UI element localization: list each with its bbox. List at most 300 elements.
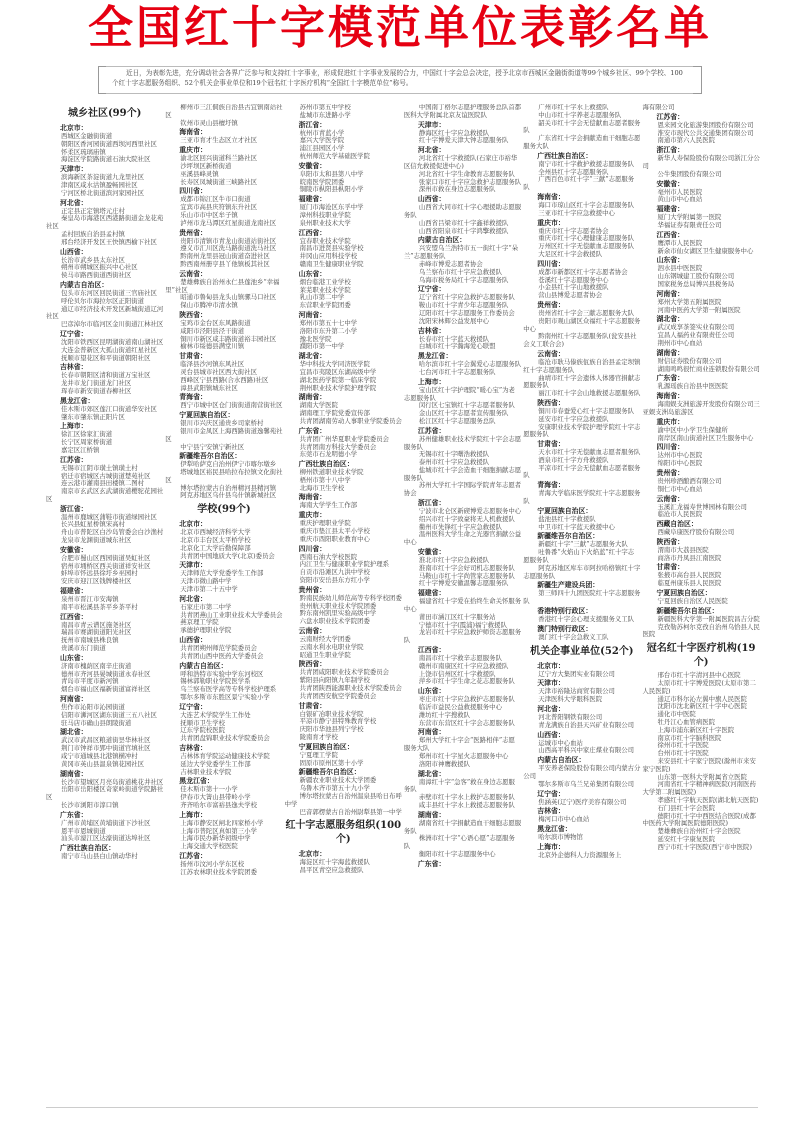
list-item: 洛阳市东升第二小学 <box>299 326 358 335</box>
list-item: 延边大学党委学生工作部 <box>180 759 251 768</box>
list-item: 钦州市灵山县檀圩镇 <box>180 118 238 127</box>
list-item: 信阳市浉河区湖东街道三五八社区 <box>61 710 157 719</box>
region-heading: 辽宁省： <box>60 329 88 338</box>
list-item: 泗水县中医医院 <box>657 264 703 273</box>
list-item: 佳木斯市郊区莲江口街道华安社区 <box>61 404 157 413</box>
list-item: 承德护理职业学院 <box>180 626 232 635</box>
list-item: 吉林体育学院运动健康技术学院 <box>180 752 270 761</box>
list-item: 青海大学临床医学院红十字志愿服务队 <box>523 489 641 506</box>
list-item: 公牛集团股份有限公司 <box>657 169 722 178</box>
list-item: 上海市静安区闸北四家桥小学 <box>180 818 264 827</box>
section-title: 城乡社区(99个) <box>67 108 142 119</box>
list-item: 宁夏理工学院 <box>299 750 338 759</box>
list-item: 乌兰察布医学高等专科学校护理系 <box>180 685 277 694</box>
region-heading: 海南省： <box>179 128 207 137</box>
region-heading: 山东省： <box>417 687 446 696</box>
list-item: 北京化工大学后勤保障部 <box>180 543 251 552</box>
list-item: 南京市玄武区玄武湖街道樱驼花园社区 <box>46 487 164 503</box>
region-heading: 河北省： <box>60 198 88 207</box>
list-item: 无锡市江阴市璜土镇璜土村 <box>61 463 138 472</box>
list-item: 国家税务总局博兴县税务局 <box>657 279 735 288</box>
list-item: 宿州市埇桥区西关街道祥安社区 <box>61 561 151 570</box>
list-item: 澳门红十字会急救义工队 <box>538 632 609 641</box>
list-item: 湖北医药学院第一临床学院 <box>299 375 377 384</box>
list-item: 武汉成享茶签实业有限公司 <box>657 323 735 332</box>
list-item: 杭州市青蓝小学 <box>299 128 345 137</box>
list-item: 锡林郭勒职业学院医学系 <box>180 677 251 686</box>
list-item: 广西百色市红十字“三献”志愿服务队 <box>523 175 635 192</box>
region-heading: 香港特别行政区： <box>537 607 593 616</box>
region-heading: 河南省： <box>656 289 685 298</box>
list-item: 辽宁省红十字应急救护志愿服务队 <box>418 293 515 302</box>
region-heading: 江苏省： <box>179 851 207 860</box>
region-heading: 广东省： <box>417 859 446 868</box>
list-item: 青岛市平度市新河镇 <box>61 677 119 686</box>
region-heading: 宁夏回族自治区： <box>537 506 593 515</box>
region-heading: 江苏省： <box>417 426 446 435</box>
list-item: 天津医科大学眼科医院 <box>538 695 603 704</box>
region-heading: 浙江省： <box>656 146 685 155</box>
region-heading: 新疆维吾尔自治区： <box>537 532 600 541</box>
list-item: 南岸区南山街道社区卫生服务中心 <box>657 433 754 442</box>
region-heading: 广西壮族自治区： <box>60 844 116 853</box>
list-item: 昭通市鲁甸县龙头山镇骡马口社区 <box>180 293 277 302</box>
list-item: 酒泉市红十字方舟救援队 <box>538 455 609 464</box>
list-item: 巴音郭楞蒙古自治州尉犁县第一中学 <box>299 807 402 816</box>
list-item: 第三师四十九团医院红十字志愿服务队 <box>523 589 641 606</box>
list-item: 白银矿冶职业技术学院 <box>299 709 364 718</box>
region-heading: 海南省： <box>656 392 685 401</box>
list-item: 乌鲁木齐市第五十九小学 <box>299 784 370 793</box>
region-heading: 陕西省： <box>656 537 685 546</box>
region-heading: 福建省： <box>656 205 685 214</box>
list-item: 龙泉市龙渊街道城东社区 <box>61 536 132 545</box>
list-item: 漳县武阳镇城东社区 <box>180 383 238 392</box>
region-heading: 甘肃省： <box>537 440 565 449</box>
region-heading: 新疆维吾尔自治区： <box>179 452 242 461</box>
list-item: 河南中医药大学第一附属医院 <box>657 305 741 314</box>
list-item: 舟山市普陀区白沙岛管委会白沙渔村 <box>61 528 164 537</box>
list-item: 三亚市红十字应急救援中心 <box>538 208 615 217</box>
region-heading: 湖南省： <box>60 769 88 778</box>
list-column <box>165 104 284 1104</box>
list-item: 塔城地区裕民县哈拉布拉镇文化街社区 <box>165 468 283 484</box>
region-heading: 四川省： <box>656 443 685 452</box>
list-item: 西城区金融街街道 <box>61 132 113 140</box>
list-item: 瑞昌市赛湖街道阳光社区 <box>61 628 132 637</box>
list-item: 西峰区宁县西路(合水西路)社区 <box>180 375 269 384</box>
list-item: 兴安盟乌兰浩特市五一街红十字“朵兰”志愿服务队 <box>403 244 519 261</box>
list-item: 南昌市进贤县实验学校 <box>299 244 364 253</box>
list-item: 鄂尔多斯市东胜区景宁实验小学 <box>180 693 270 702</box>
list-item: 焦涵英(辽宁)医疗美容有限公司 <box>538 797 627 806</box>
list-item: 秦皇岛市海港区西港路街道金龙花苑社区 <box>46 214 164 231</box>
region-heading: 上海市： <box>537 843 565 851</box>
list-item: 郑州大学第五附属医院 <box>657 297 722 306</box>
region-heading: 云南省： <box>179 269 207 278</box>
list-item: 泸州市龙马潭区红星街道龙南社区 <box>180 218 277 227</box>
list-item: 静海区红十字应急救援队 <box>418 128 490 137</box>
list-item: 阿克苏地区乌什县乌什镇新城社区 <box>180 491 277 500</box>
list-item: 苏州大学红十字国际学院青年志愿者协会 <box>403 481 522 498</box>
list-item: 共青团盘锦职业技术学院委员会 <box>180 734 270 743</box>
list-item: 泉州职业技术大学 <box>299 218 351 227</box>
list-item: 红十字博爱天津大钟志愿服务队 <box>418 136 509 145</box>
list-item: 大足区红十字会救援队 <box>538 249 603 258</box>
list-item: 新疆医科大学第一附属医院昌吉分院 <box>657 614 760 623</box>
list-item: 湖南理工学院党委宣传部 <box>299 409 370 418</box>
list-item: 吉林职业技术学院 <box>180 767 232 776</box>
list-item: 宝鸡市金台区东风路街道 <box>180 318 251 327</box>
region-heading: 广东省： <box>60 810 88 819</box>
list-item: 山西省吕梁市红十字鑫祥救援队 <box>418 218 509 227</box>
intro-box <box>98 62 702 96</box>
list-item: 焦作市沁阳市沁园街道 <box>61 703 125 712</box>
list-item: 德阳市红十字中西医结合医院(成都中医药大学附属医院德阳医院) <box>642 811 756 828</box>
list-item: 咸阳市泾阳县泾干街道 <box>180 326 245 335</box>
list-item: 渝北区回兴街道科兰路社区 <box>180 154 257 163</box>
list-item: 漳州科技职业学院 <box>299 210 351 219</box>
list-item: 松江区红十字志愿服务总队 <box>418 416 496 425</box>
list-item: 朝阳区香河园街道西坝河西里社区 <box>61 139 157 148</box>
region-heading: 浙江省： <box>60 504 88 513</box>
list-item: 东营市东营区红十字会志愿服务队 <box>418 718 515 727</box>
list-item: 井冈山应用科技学校 <box>299 252 358 261</box>
list-item: 六盘水职业技术学院团委 <box>299 617 370 626</box>
list-item: 烟台市福山区福新街道富祥社区 <box>61 685 151 694</box>
list-item: 重庆市红十字心理健康志愿服务队 <box>538 234 635 243</box>
intro-bottom-rule <box>106 93 694 94</box>
list-item: 赤峰市博爱志愿者协会 <box>418 259 483 268</box>
list-item: 杭州师范大学基础医学院 <box>299 151 370 160</box>
list-item: 柳州铁道职业技术学院 <box>299 468 364 477</box>
list-item: 辽东学院校医院 <box>180 726 226 735</box>
region-heading: 贵州省： <box>179 228 207 237</box>
list-item: 沈阳宋林辉公益发展中心 <box>418 316 490 325</box>
list-item: 山西省阳泉市红十字鸿擎救援队 <box>418 226 509 235</box>
region-heading: 陕西省： <box>179 310 207 319</box>
list-item: 湖南省红十字捐献造血干细胞志愿服务队 <box>403 818 522 835</box>
region-heading: 湖南省： <box>298 393 327 402</box>
list-item: 曲靖市红十字会遗体人体器官捐献志愿服务队 <box>523 373 641 390</box>
list-item: 渝中区中小学卫生保健所 <box>657 425 728 434</box>
region-heading: 湖南省： <box>417 810 446 819</box>
list-item: 成都市锦江区牛市口街道 <box>180 195 251 204</box>
list-item: 山东钢城建工股份有限公司 <box>657 272 735 281</box>
list-item: 渭南市大荔县医院 <box>657 545 709 554</box>
list-item: 宁德市红十字(霞浦)福宁救援队 <box>418 620 507 629</box>
list-item: 共青团南方科技大学委员会 <box>299 442 377 451</box>
list-item: 贵阳市清镇市青龙山街道站街社区 <box>180 236 277 245</box>
list-column <box>46 104 165 1104</box>
list-item: 哈尔滨市红十字会翼爱心志愿服务队 <box>418 360 522 369</box>
region-heading: 湖南省： <box>656 348 685 357</box>
list-item: 长治市武乡县太东社区 <box>61 255 125 264</box>
list-item: 共青团湖南劳动人事职业学院委员会 <box>299 416 402 425</box>
region-heading: 吉林省： <box>537 807 565 816</box>
list-item: 七台河市红十字志愿服务队 <box>418 367 496 376</box>
list-item: 云南水利水电职业学院 <box>299 642 364 651</box>
list-item-continuation: 海有限公司 <box>642 104 675 111</box>
region-heading: 澳门特别行政区： <box>537 624 593 633</box>
list-item: 大连艺术学院学生工作处 <box>180 710 251 719</box>
list-item: 滨海新区茶淀街道九龙里社区 <box>61 173 145 182</box>
region-heading: 福建省： <box>298 195 327 204</box>
list-item: 重庆市垫江县太平小学校 <box>299 527 370 536</box>
list-item: 吐鲁番“火焰山下火焰蓝”红十字志愿服务队 <box>523 548 635 565</box>
region-heading: 江西省： <box>60 612 88 621</box>
region-heading: 黑龙江省： <box>537 825 572 834</box>
list-item: 贵溪市东门街道 <box>61 644 106 653</box>
list-item: 青龙满族自治县天兴矿业有限公司 <box>538 720 635 729</box>
list-item: 牡丹江心血管病医院 <box>657 718 715 727</box>
list-item: 德州市齐河县晏城街道永春社区 <box>61 669 151 678</box>
list-item: 肇东市肇东镇正阳片区 <box>61 412 125 421</box>
region-heading: 北京市： <box>298 850 327 859</box>
list-item: 西宁市红十字医院(西宁市中医院) <box>657 842 752 851</box>
list-column <box>523 104 642 1104</box>
list-item: 共青团咸阳职业技术学院委员会 <box>299 668 390 677</box>
region-heading: 黑龙江省： <box>60 396 95 405</box>
list-item: 黔南州龙里县冠山街道奋进社区 <box>180 252 270 261</box>
list-item: 盐城市东进路小学 <box>299 110 351 119</box>
region-heading: 江苏省： <box>60 455 88 464</box>
region-heading: 安徽省： <box>60 545 88 554</box>
list-item: 陇南育才学校 <box>299 733 338 742</box>
list-item: 皖南医学院团委 <box>299 177 345 186</box>
list-item: 南昌市青云谱区施尧社区 <box>61 620 132 629</box>
list-item: 安庆市迎江区钱牌楼社区 <box>61 577 132 586</box>
region-heading: 宁夏回族自治区： <box>656 589 712 598</box>
list-item: 烟台临港工业学校 <box>299 277 351 286</box>
list-item: 扬州市汶河小学东区校 <box>180 859 245 868</box>
list-item: 合肥市蜀山区西园街道吴虹社区 <box>61 553 151 562</box>
list-item: 怀柔区琉璃庙镇 <box>61 147 106 156</box>
list-item: 莱芜职业技术学院 <box>299 285 351 294</box>
list-item: 中卫市红十字蓝天救援中心 <box>538 522 615 531</box>
list-item: 伊犁哈萨克自治州伊宁市喀尔墩乡 <box>180 460 277 469</box>
list-item: 鄂尔多斯市乌兰兄弟集团有限公司 <box>538 779 635 788</box>
list-item: 长沙市浏阳市淳口镇 <box>61 801 119 809</box>
list-item: 昭通卫生职业学院 <box>299 650 351 659</box>
list-item: 广东省红十字会捐献造血干细胞志愿服务大队 <box>523 134 641 150</box>
list-item: 莆田市涵江区红十字服务站 <box>418 612 496 621</box>
list-item: 北京外企德科人力资源服务上 <box>538 851 622 859</box>
list-item: 长春市朝阳区清和街道万宝社区 <box>61 371 151 380</box>
list-item: 银川市兴庆区通贵乡司家桥村 <box>180 419 264 428</box>
list-item: 苏州健雄职业技术学院红十字会志愿服务队 <box>403 434 522 451</box>
list-item: 长春市红十字蓝天救援队 <box>418 334 490 343</box>
list-item: 玉溪汇龙福寿世博园林有限公司 <box>657 502 747 511</box>
region-heading: 广西壮族自治区： <box>537 151 593 160</box>
region-heading: 新疆维吾尔自治区： <box>656 606 719 615</box>
list-item: 黔东南州凯里实验高级中学 <box>299 609 377 618</box>
list-item: 海淀区红十字海蓝救援队 <box>299 858 370 867</box>
list-item: 江苏农林职业技术学院团委 <box>180 867 257 876</box>
list-item: 潍坊红十字搜救队 <box>418 710 471 719</box>
list-item: 通辽市科尔沁左翼中旗人民医院 <box>657 694 747 703</box>
list-item: 抚顺市卫生学校 <box>180 718 226 727</box>
list-item: 南宁市红十字救护救援志愿服务队 <box>538 159 635 168</box>
list-item: 保山市腾冲市清水镇 <box>180 301 238 310</box>
list-item: 侯马市路西街道西街社区 <box>61 271 132 280</box>
list-item: 驻马店市确山县朗陵街道 <box>61 718 132 727</box>
list-item: 上饶市信州区红十字救援队 <box>418 669 496 678</box>
list-item: 辽宁方大集团实业有限公司 <box>538 669 615 678</box>
region-heading: 上海市： <box>60 422 88 431</box>
list-item: 中国南丁格尔志愿护理服务总队首都医科大学附属北京友谊医院队 <box>403 104 522 119</box>
list-item: 恩平市恩城街道 <box>61 826 106 835</box>
list-item: 北京市西城经济科学大学 <box>180 528 251 537</box>
list-item: 金山区红十字志愿者宣传服务队 <box>418 409 509 418</box>
region-heading: 湖北省： <box>656 315 685 324</box>
list-item: 资阳市安岳县东方红小学 <box>299 576 370 585</box>
region-heading: 上海市： <box>417 377 446 386</box>
list-item: 邢台市红十字清河县中心医院 <box>657 671 741 680</box>
region-heading: 陕西省： <box>298 660 327 669</box>
region-heading: 甘肃省： <box>298 701 327 710</box>
list-item: 中山市红十字养老志愿服务队 <box>538 110 622 119</box>
list-item: 河南省红十字精神病医院(河南医药大学第二附属医院) <box>642 780 756 797</box>
list-item: 宁夏回族自治区人民医院 <box>657 597 728 606</box>
region-heading: 甘肃省： <box>179 352 207 361</box>
list-item: 通辽市经济技术开发区新城街道辽河社区 <box>46 304 164 321</box>
list-item: 沈阳市沈北新区红十字中心医院 <box>657 702 747 711</box>
list-item: 丽江市红十字会山地救援志愿服务队 <box>538 389 641 398</box>
list-item: 小金县红十字山地救援队 <box>538 283 609 292</box>
region-heading: 山西省： <box>537 730 565 739</box>
region-heading: 宁夏回族自治区： <box>179 411 235 420</box>
list-item: 平凉市静宁县特殊教育学校 <box>299 717 377 726</box>
list-item: 新余市仙女湖区卫生健康服务中心 <box>657 246 754 255</box>
list-item: 广州市黄埔区黄埔街道下沙社区 <box>61 818 151 827</box>
region-heading: 新疆维吾尔自治区： <box>298 768 361 777</box>
region-heading: 江苏省： <box>656 112 685 121</box>
list-columns <box>46 104 762 1104</box>
region-heading: 北京市： <box>537 661 565 670</box>
list-item: 厦门市海沧区东孚中学 <box>299 203 364 212</box>
region-heading: 辽宁省： <box>417 285 446 294</box>
list-item: 海淀区学院路街道石油大院社区 <box>61 155 151 164</box>
region-heading: 四川省： <box>537 259 565 268</box>
list-item: 淮南市红十字会好司机志愿服务队 <box>418 563 515 572</box>
list-item: 红十字博爱安徽温馨志愿服务队 <box>418 579 509 588</box>
list-item: 郑州市第五十七中学 <box>299 318 358 327</box>
region-heading: 江西省： <box>298 228 327 237</box>
region-heading: 山东省： <box>60 653 88 662</box>
region-heading: 四川省： <box>298 544 327 553</box>
region-heading: 云南省： <box>656 494 685 503</box>
region-heading: 西藏自治区： <box>656 520 698 529</box>
region-heading: 内蒙古自治区： <box>417 236 467 245</box>
intro-top-rule <box>106 66 694 67</box>
list-item: 岳阳市岳阳楼区奇家岭街道学院路社区 <box>46 785 164 802</box>
region-heading: 湖北省： <box>417 769 446 778</box>
list-item: 佳木斯市第十一小学 <box>180 785 238 794</box>
list-column <box>404 104 523 1104</box>
list-item: 汕头市濠江区达濠街道达埠社区 <box>61 834 151 843</box>
region-heading: 内蒙古自治区： <box>60 280 109 289</box>
list-item: 山东第一医科大学附属省立医院 <box>657 772 747 781</box>
section-title: 红十字志愿服务组织(100个) <box>285 820 402 846</box>
list-item: 马鞍山市红十字尚管家志愿服务队 <box>418 571 515 580</box>
list-item: 天津师范大学党委学生工作部 <box>180 569 264 578</box>
region-heading: 贵州省： <box>537 300 565 309</box>
list-item: 宿迁市宿城区古城街道楚苑社区 <box>61 471 151 480</box>
list-item: 张掖市高台县人民医院 <box>657 571 722 580</box>
list-item: 三亚市育才生态区立才社区 <box>180 136 257 145</box>
list-item: 衡阳市红十字志愿服务中心 <box>418 849 496 858</box>
list-item: 湖南大学医院 <box>299 401 338 410</box>
list-item: 淮安市现代公共交通集团有限公司 <box>657 128 754 137</box>
region-heading: 陕西省： <box>537 398 565 407</box>
list-item: 巴彦淖尔市临河区金川街道江林社区 <box>61 320 164 329</box>
list-item: 南漳红十字“急客”救在身边志愿服务队 <box>403 777 515 794</box>
list-item: 枣庄市红十字应急救护志愿服务队 <box>418 695 515 704</box>
list-item: 运城市中心血站 <box>538 738 583 747</box>
list-item: 沙坪坝区新桥街道 <box>180 161 232 170</box>
list-item: 长兴县虹星桥镇宋高村 <box>61 520 125 529</box>
region-heading: 黑龙江省： <box>179 777 214 786</box>
list-item: 平凉市红十字会无偿献血志愿者服务队 <box>523 463 641 480</box>
list-item: 南宁市马山县白山镇动华村 <box>61 852 138 861</box>
list-item: 南京市红十字脑科医院 <box>657 733 722 742</box>
list-item: 宜昌人福药业有限责任公司 <box>657 331 735 340</box>
section-title: 机关企事业单位(52个) <box>530 645 634 657</box>
list-item: 贵州珍酒酿酒有限公司 <box>657 476 722 485</box>
list-item: 正定县正定镇塔元庄村 <box>61 206 125 215</box>
list-item: 荆州职业技术学院护理学院 <box>299 383 377 392</box>
list-item: 楚雄彝族自治州永仁县莲池乡“幸福里”社区 <box>165 277 280 294</box>
list-item: 咸宁市通城县北港镇横冲村 <box>61 752 138 761</box>
list-item: 鹰潭市人民医院 <box>657 238 703 247</box>
list-item: 共青团中国地质大学(北京)委员会 <box>180 551 275 560</box>
list-column <box>285 104 404 1104</box>
list-item: 齐齐哈尔市富裕县逸夫学校 <box>180 801 257 809</box>
region-heading: 北京市： <box>60 124 88 132</box>
list-item: 石家庄市第二中学 <box>180 602 232 611</box>
list-item: 龙井市龙门街道龙门社区 <box>61 379 132 388</box>
list-item: 赤壁市红十字水上救护志愿服务队 <box>418 793 515 802</box>
list-item: 贵州航天职业技术学院团委 <box>299 601 377 610</box>
list-item: 衢州市先锋红十字应急救援队 <box>418 522 502 531</box>
list-item: 嘉兴大学医学院 <box>299 136 345 145</box>
region-heading: 吉林省： <box>417 326 446 335</box>
region-heading: 天津市： <box>60 165 88 174</box>
list-item: 乐山市市中区牟子镇 <box>180 210 238 219</box>
list-item: 内江卫生与健康职业学院护理系 <box>299 560 390 569</box>
list-item: 厦门大学附属第一医院 <box>657 213 722 222</box>
list-item: 长沙市望城区月亮岛街道桃花井社区 <box>61 777 164 786</box>
list-item: 濮阳市第一中学 <box>299 342 345 351</box>
list-item: 黔南州红十字志愿服务队(瓮安县社会义工联合会) <box>523 332 637 349</box>
list-item: 榆林市绥德县满堂川镇 <box>180 342 245 351</box>
region-heading: 山西省： <box>60 247 88 256</box>
region-heading: 重庆市： <box>298 511 327 520</box>
list-item: 北海市卫生学校 <box>299 483 345 492</box>
list-item: 安康职业技术学院护理学院红十字志愿服务队 <box>523 422 641 439</box>
list-item: 乳源瑶族自治县中医医院 <box>657 382 728 391</box>
list-item: 重庆护理职业学院 <box>299 519 351 528</box>
list-item: 紫阳县向阳镇九年制学校 <box>299 676 370 685</box>
list-item: 银川市金凤区上海西路街道逸馨苑社区 <box>165 426 283 443</box>
list-item: 天水市红十字无偿献血志愿者服务队 <box>538 448 641 457</box>
list-item: 西藏阜康医疗股份有限公司 <box>657 528 735 537</box>
list-item: 临沧市人民医院 <box>657 510 703 519</box>
list-item: 上海市普陀区真如第三小学 <box>180 826 257 835</box>
list-item: 共青团西安航空学院委员会 <box>299 691 377 700</box>
list-item: 博尔塔拉蒙古自治州温泉县哈日布呼中学 <box>284 792 402 808</box>
